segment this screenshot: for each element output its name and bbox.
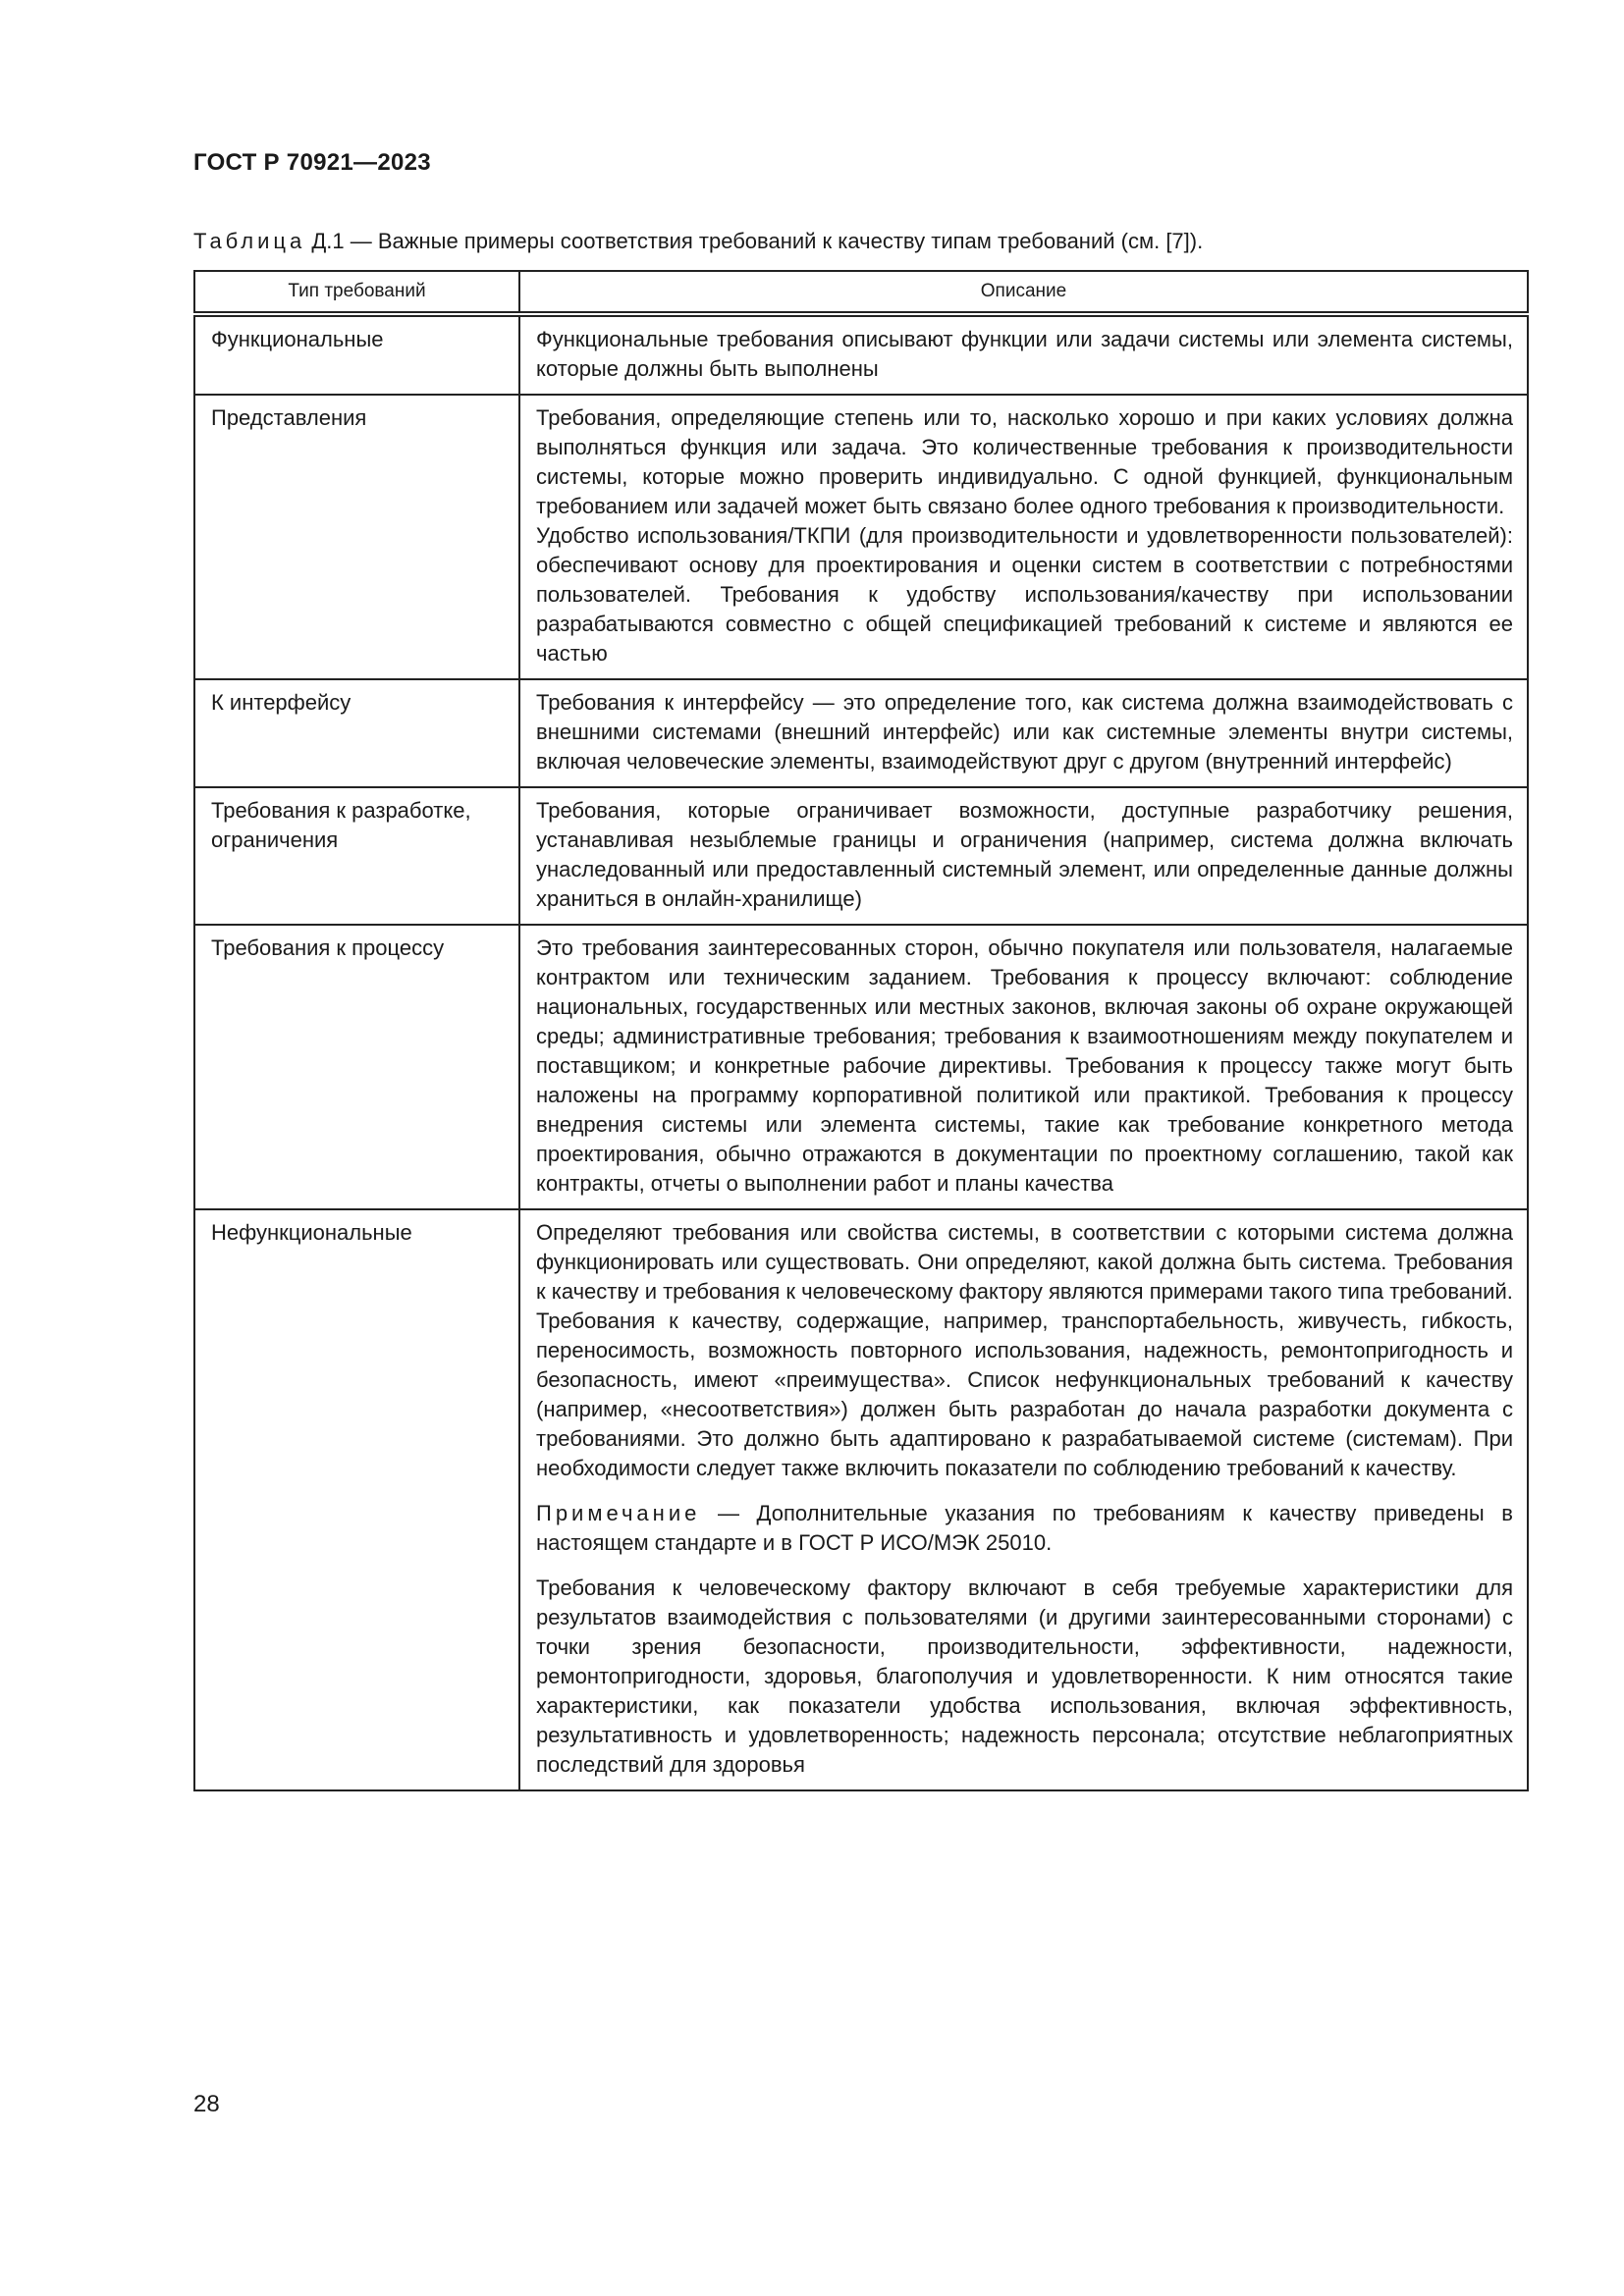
note-label: Примечание <box>536 1501 701 1525</box>
type-cell: Представления <box>194 395 519 679</box>
table-row <box>194 314 1528 395</box>
type-cell: Требования к разработке, ограничения <box>194 787 519 925</box>
description-paragraph: Требования к человеческому фактору включают в себя требуемые характеристики для результатов взаимодействия с пользователями (и другими заинтересованными сторонами) с точки зрения безопасности, производительности, эффективности, надежности, ремонтопригодности, здоровья, благополучия и удовлетворенности. К ним относятся такие характеристики, как показатели удобства использования, включая эффективность, результативность и удовлетворенность; надежность персонала; отсутствие неблагоприятных последствий для здоровья <box>536 1575 1513 1777</box>
description-cell <box>519 314 1528 395</box>
table-row <box>194 925 1528 1209</box>
table-row <box>194 1209 1528 1790</box>
description-paragraph: Функциональные требования описывают функции или задачи системы или элемента системы, которые должны быть выполнены <box>536 327 1513 381</box>
description-cell <box>519 679 1528 787</box>
column-header-description: Описание <box>519 271 1528 314</box>
description-paragraph: Это требования заинтересованных сторон, обычно покупателя или пользователя, налагаемые контрактом или техническим заданием. Требования к процессу включают: соблюдение национальных, государственных или местных законов, включая законы об охране окружающей среды; административные требования; требования к взаимоотношениям между покупателем и поставщиком; и конкретные рабочие директивы. Требования к процессу также могут быть наложены на программу корпоративной политикой или практикой. Требования к процессу внедрения системы или элемента системы, такие как требование конкретного метода проектирования, обычно отражаются в документации по проектному соглашению, такой как контракты, отчеты о выполнении работ и планы качества <box>536 935 1513 1196</box>
type-cell: Нефункциональные <box>194 1209 519 1790</box>
requirements-table <box>193 270 1529 1791</box>
type-cell: К интерфейсу <box>194 679 519 787</box>
description-paragraph: Требования, определяющие степень или то, насколько хорошо и при каких условиях должна выполняться функция или задача. Это количественные требования к производительности системы, которые можно проверить индивидуально. С одной функцией, функциональным требованием или задачей может быть связано более одного требования к производительности. <box>536 405 1513 518</box>
description-paragraph: Удобство использования/ТКПИ (для производительности и удовлетворенности пользователей): обеспечивают основу для проектирования и оценки систем в соответствии с потребностями пользователей. Требования к удобству использования/качеству при использовании разрабатываются совместно с общей спецификацией требований к системе и являются ее частью <box>536 523 1513 666</box>
type-cell: Требования к процессу <box>194 925 519 1209</box>
doc-code: ГОСТ Р 70921—2023 <box>193 149 431 176</box>
description-cell <box>519 787 1528 925</box>
description-paragraph: Определяют требования или свойства системы, в соответствии с которыми система должна функционировать или существовать. Они определяют, какой должна быть система. Требования к качеству и требования к человеческому фактору являются примерами такого типа требований. <box>536 1220 1513 1304</box>
table-header-row <box>194 271 1528 314</box>
description-cell <box>519 925 1528 1209</box>
table-note <box>536 1499 1513 1558</box>
table-row <box>194 679 1528 787</box>
table-row <box>194 395 1528 679</box>
table-row <box>194 787 1528 925</box>
description-cell <box>519 395 1528 679</box>
note-text: — Дополнительные указания по требованиям к качеству приведены в настоящем стандарте и в ГОСТ Р ИСО/МЭК 25010. <box>536 1501 1513 1555</box>
description-paragraph: Требования к качеству, содержащие, например, транспортабельность, живучесть, гибкость, переносимость, возможность повторного использования, надежность, ремонтопригодность и безопасность, имеют «преимущества». Список нефункциональных требований к качеству (например, «несоответствия») должен быть разработан до начала разработки документа с требованиями. Это должно быть адаптировано к разрабатываемой системе (системам). При необходимости следует также включить показатели по соблюдению требований к качеству. <box>536 1308 1513 1480</box>
page-number: 28 <box>193 2091 220 2117</box>
caption-label: Таблица <box>193 229 306 253</box>
description-paragraph: Требования, которые ограничивает возможности, доступные разработчику решения, устанавливая незыблемые границы и ограничения (например, система должна включать унаследованный или предоставленный системный элемент, или определенные данные должны храниться в онлайн-хранилище) <box>536 798 1513 911</box>
caption-text: Д.1 — Важные примеры соответствия требований к качеству типам требований (см. [7]). <box>305 229 1204 253</box>
description-cell <box>519 1209 1528 1790</box>
table-caption <box>193 228 1529 255</box>
column-header-type: Тип требований <box>194 271 519 314</box>
description-paragraph: Требования к интерфейсу — это определение того, как система должна взаимодействовать с внешними системами (внешний интерфейс) или как системные элементы внутри системы, включая человеческие элементы, взаимодействуют друг с другом (внутренний интерфейс) <box>536 690 1513 774</box>
type-cell: Функциональные <box>194 314 519 395</box>
